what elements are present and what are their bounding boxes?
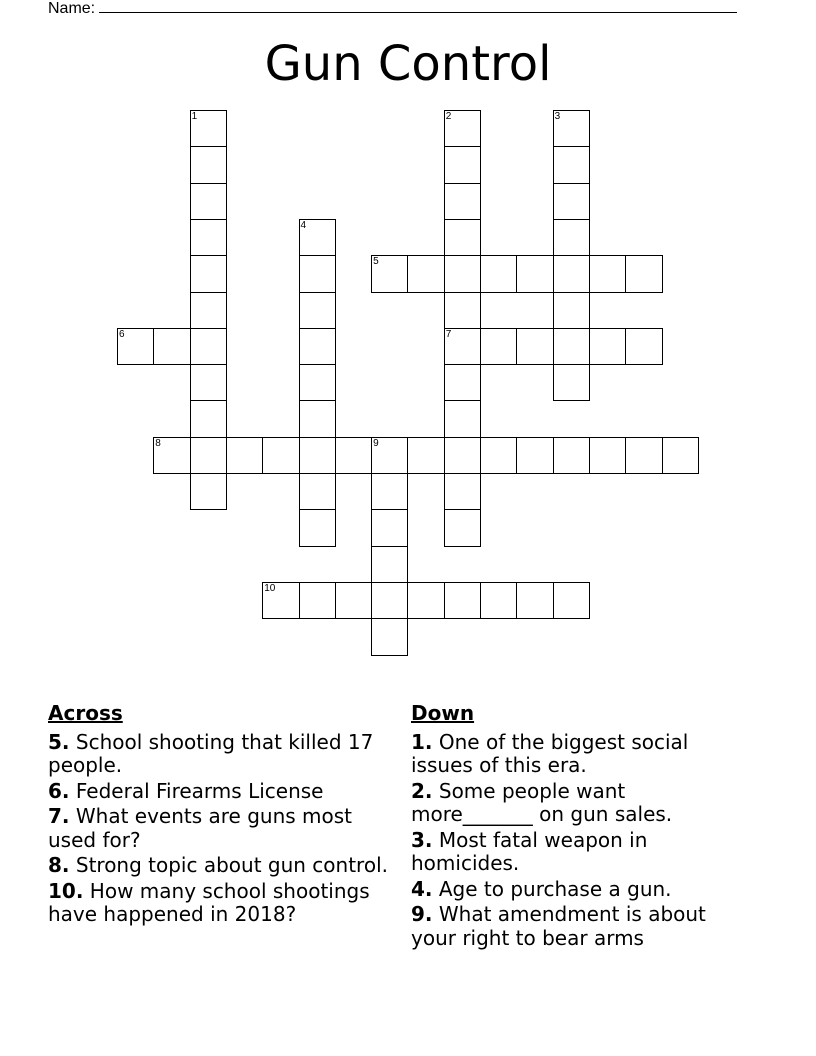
crossword-cell[interactable] xyxy=(553,328,590,365)
clue-number: 7 xyxy=(445,328,452,340)
crossword-cell[interactable] xyxy=(625,328,662,365)
crossword-cell[interactable] xyxy=(190,400,227,437)
crossword-cell[interactable] xyxy=(371,618,408,655)
crossword-cell[interactable] xyxy=(444,509,481,546)
down-clues xyxy=(411,702,741,952)
clue-number: 1 xyxy=(191,111,198,122)
crossword-cell[interactable] xyxy=(553,582,590,619)
clue-number: 10 xyxy=(264,582,276,594)
crossword-cell[interactable] xyxy=(299,473,336,510)
page-title: Gun Control xyxy=(264,36,552,92)
crossword-cell[interactable] xyxy=(407,255,444,292)
clue-down-2: 2. Some people want more_______ on gun sales. xyxy=(411,778,673,826)
crossword-cell[interactable] xyxy=(190,255,227,292)
clue-down-3: 3. Most fatal weapon in homicides. xyxy=(411,827,648,875)
crossword-cell[interactable] xyxy=(589,255,626,292)
crossword-cell[interactable] xyxy=(335,582,372,619)
crossword-cell[interactable] xyxy=(480,582,517,619)
clue-across-7: 7. What events are guns most used for? xyxy=(48,804,353,852)
crossword-cell[interactable] xyxy=(516,255,553,292)
clue-across-10: 10. How many school shootings have happened in 2018? xyxy=(48,878,370,926)
crossword-cell[interactable] xyxy=(190,364,227,401)
crossword-cell-1[interactable] xyxy=(190,110,227,147)
crossword-cell-10[interactable] xyxy=(262,582,299,619)
crossword-cell[interactable] xyxy=(371,473,408,510)
clue-down-1: 1. One of the biggest social issues of this era. xyxy=(411,729,689,777)
crossword-cell[interactable] xyxy=(299,328,336,365)
crossword-cell[interactable] xyxy=(444,292,481,329)
clue-across-6: 6. Federal Firearms License xyxy=(48,778,324,803)
clue-number: 2 xyxy=(445,111,452,122)
crossword-cell[interactable] xyxy=(190,437,227,474)
crossword-cell[interactable] xyxy=(589,437,626,474)
crossword-cell[interactable] xyxy=(625,255,662,292)
crossword-cell[interactable] xyxy=(553,437,590,474)
name-label: Name: xyxy=(48,0,96,17)
crossword-cell[interactable] xyxy=(335,437,372,474)
across-clues xyxy=(48,702,388,929)
crossword-cell[interactable] xyxy=(516,582,553,619)
crossword-cell[interactable] xyxy=(553,146,590,183)
crossword-cell[interactable] xyxy=(190,183,227,220)
crossword-cell[interactable] xyxy=(444,255,481,292)
crossword-cell[interactable] xyxy=(625,437,662,474)
crossword-cell[interactable] xyxy=(444,219,481,256)
crossword-cell-6[interactable] xyxy=(117,328,154,365)
crossword-cell[interactable] xyxy=(371,546,408,583)
crossword-cell[interactable] xyxy=(299,509,336,546)
crossword-cell[interactable] xyxy=(480,255,517,292)
crossword-cell[interactable] xyxy=(589,328,626,365)
crossword-cell[interactable] xyxy=(226,437,263,474)
crossword-cell[interactable] xyxy=(407,437,444,474)
crossword-cell[interactable] xyxy=(371,509,408,546)
clue-down-9: 9. What amendment is about your right to bear arms xyxy=(411,902,706,950)
clue-number: 6 xyxy=(119,328,125,340)
crossword-cell[interactable] xyxy=(444,146,481,183)
crossword-cell[interactable] xyxy=(553,183,590,220)
crossword-cell-5[interactable] xyxy=(371,255,408,292)
crossword-cell[interactable] xyxy=(190,328,227,365)
crossword-cell[interactable] xyxy=(444,364,481,401)
crossword-cell-7[interactable] xyxy=(444,328,481,365)
crossword-cell[interactable] xyxy=(190,473,227,510)
clue-number: 8 xyxy=(155,437,161,449)
crossword-cell[interactable] xyxy=(444,473,481,510)
crossword-cell[interactable] xyxy=(299,400,336,437)
crossword-cell[interactable] xyxy=(553,292,590,329)
crossword-cell[interactable] xyxy=(190,292,227,329)
crossword-cell[interactable] xyxy=(480,328,517,365)
crossword-cell-3[interactable] xyxy=(553,110,590,147)
clue-across-8: 8. Strong topic about gun control. xyxy=(48,853,388,877)
crossword-cell[interactable] xyxy=(516,328,553,365)
crossword-cell[interactable] xyxy=(480,437,517,474)
clue-number: 5 xyxy=(373,256,379,268)
crossword-cell[interactable] xyxy=(299,292,336,329)
crossword-cell[interactable] xyxy=(516,437,553,474)
crossword-cell[interactable] xyxy=(299,582,336,619)
crossword-cell[interactable] xyxy=(299,255,336,292)
crossword-cell-8[interactable] xyxy=(153,437,190,474)
crossword-cell[interactable] xyxy=(299,364,336,401)
name-field[interactable] xyxy=(48,0,737,18)
crossword-cell[interactable] xyxy=(153,328,190,365)
crossword-cell[interactable] xyxy=(553,255,590,292)
crossword-cell[interactable] xyxy=(553,364,590,401)
crossword-cell[interactable] xyxy=(299,437,336,474)
crossword-cell[interactable] xyxy=(190,219,227,256)
clue-number: 3 xyxy=(554,111,561,122)
crossword-cell[interactable] xyxy=(444,183,481,220)
clue-number: 4 xyxy=(300,219,307,231)
crossword-cell[interactable] xyxy=(444,400,481,437)
crossword-cell[interactable] xyxy=(190,146,227,183)
crossword-cell[interactable] xyxy=(444,437,481,474)
name-underline[interactable] xyxy=(99,0,737,13)
crossword-cell[interactable] xyxy=(662,437,699,474)
crossword-cell-4[interactable] xyxy=(299,219,336,256)
down-heading: Down xyxy=(411,701,475,725)
clue-down-4: 4. Age to purchase a gun. xyxy=(411,876,672,901)
clue-across-5: 5. School shooting that killed 17 people. xyxy=(48,729,374,777)
crossword-cell[interactable] xyxy=(371,582,408,619)
crossword-cell-2[interactable] xyxy=(444,110,481,147)
crossword-cell-9[interactable] xyxy=(371,437,408,474)
across-heading: Across xyxy=(48,701,123,725)
crossword-cell[interactable] xyxy=(553,219,590,256)
crossword-cell[interactable] xyxy=(262,437,299,474)
clue-number: 9 xyxy=(373,437,379,449)
crossword-cell[interactable] xyxy=(444,582,481,619)
crossword-cell[interactable] xyxy=(407,582,444,619)
